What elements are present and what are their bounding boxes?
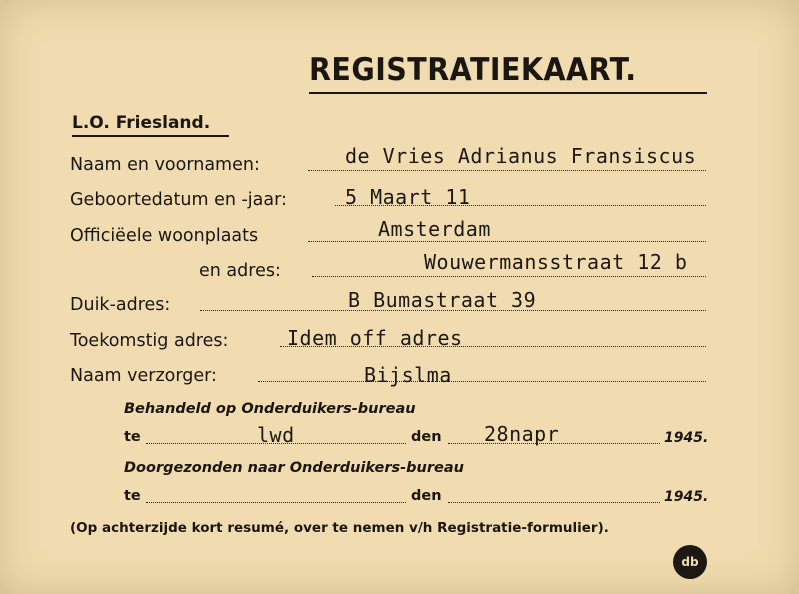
naam-dotted-line xyxy=(308,168,706,171)
behandeld-den-label: den xyxy=(411,429,442,445)
doorgezonden-te-label: te xyxy=(124,488,141,504)
card-title: REGISTRATIEKAART. xyxy=(309,52,637,88)
doorgezonden-den-label: den xyxy=(411,488,442,504)
verzorger-dotted-line xyxy=(258,379,706,382)
woonplaats-dotted-line xyxy=(308,239,706,242)
printer-logo-icon: db xyxy=(673,545,707,579)
duik-value: B Bumastraat 39 xyxy=(348,288,537,312)
organization-underline xyxy=(72,135,229,137)
woonplaats-value: Amsterdam xyxy=(378,217,491,241)
footer-note: (Op achterzijde kort resumé, over te nemen v/h Registratie-formulier). xyxy=(70,520,609,536)
geboorte-value: 5 Maart 11 xyxy=(345,185,471,209)
naam-value: de Vries Adrianus Fransiscus xyxy=(345,144,697,168)
adres-value: Wouwermansstraat 12 b xyxy=(424,250,688,274)
verzorger-value: Bijslma xyxy=(364,363,452,387)
duik-label: Duik-adres: xyxy=(70,295,171,315)
title-underline xyxy=(309,92,707,94)
behandeld-den-value: 28napr xyxy=(484,422,560,446)
verzorger-label: Naam verzorger: xyxy=(70,366,217,386)
behandeld-year: 1945. xyxy=(664,430,709,446)
organization-label: L.O. Friesland. xyxy=(72,113,211,133)
geboorte-label: Geboortedatum en -jaar: xyxy=(70,190,287,210)
doorgezonden-year: 1945. xyxy=(664,489,709,505)
toekomstig-label: Toekomstig adres: xyxy=(70,331,229,351)
doorgezonden-den-dotted-line xyxy=(448,500,660,503)
behandeld-te-label: te xyxy=(124,429,141,445)
naam-label: Naam en voornamen: xyxy=(70,155,260,175)
doorgezonden-heading: Doorgezonden naar Onderduikers-bureau xyxy=(124,460,464,476)
adres-dotted-line xyxy=(312,274,706,277)
woonplaats-label: Officiëele woonplaats xyxy=(70,226,259,246)
behandeld-te-value: lwd xyxy=(257,423,295,447)
toekomstig-value: Idem off adres xyxy=(287,326,463,350)
behandeld-heading: Behandeld op Onderduikers-bureau xyxy=(124,401,416,417)
doorgezonden-te-dotted-line xyxy=(146,500,406,503)
adres-label: en adres: xyxy=(199,261,281,281)
